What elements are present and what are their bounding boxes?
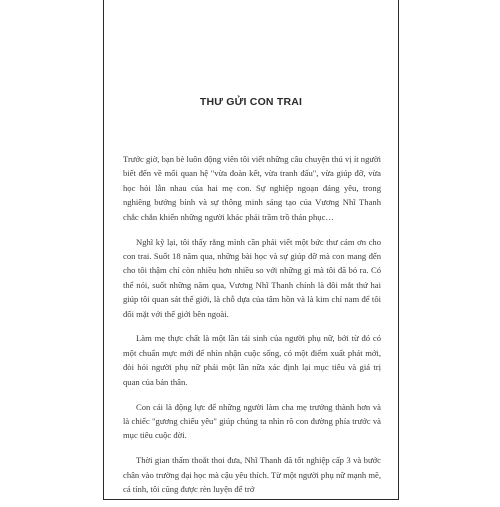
paragraph-2: Nghĩ kỹ lại, tôi thấy rằng mình cần phải viết một bức thư cảm ơn cho con trai. Suốt 18 năm qua, những bài học và sự giúp đỡ mà con mang đến cho tôi thậm chí còn nhiều hơn nhiều so với những gì mà tôi đã bỏ ra. Có thể nói, suốt những năm qua, Vương Nhĩ Thanh chính là đôi mắt thứ hai giúp tôi quan sát thế giới, là chỗ dựa của tâm hồn và là kim chỉ nam để tôi đối mặt với thế giới bên ngoài. — [123, 236, 381, 319]
body-text — [123, 152, 381, 507]
book-page — [103, 0, 399, 500]
paragraph-4: Con cái là động lực để những người làm cha mẹ trưởng thành hơn và là chiếc "gương chiếu yêu" giúp chúng ta nhìn rõ con đường phía trước và mục tiêu cuộc đời. — [123, 401, 381, 441]
paragraph-3: Làm mẹ thực chất là một lần tái sinh của người phụ nữ, bởi từ đó có một chuẩn mực mới để nhìn nhận cuộc sống, có một điểm xuất phát mới, đòi hỏi người phụ nữ phải một lần nữa xác định lại mục tiêu và giá trị quan của bản thân. — [123, 333, 381, 387]
chapter-title: THƯ GỬI CON TRAI — [199, 96, 303, 108]
paragraph-5: Thời gian thấm thoắt thoi đưa, Nhĩ Thanh đã tốt nghiệp cấp 3 và bước chân vào trường đại học mà cậu yêu thích. Từ một người phụ nữ mạnh mẽ, cá tính, tôi cũng được rèn luyện để trở — [123, 455, 381, 495]
paragraph-1: Trước giờ, bạn bè luôn động viên tôi viết những câu chuyện thú vị ít người biết đến về mối quan hệ "vừa đoàn kết, vừa tranh đấu", vừa giúp đỡ, vừa học hỏi lẫn nhau của hai mẹ con. Sự nghiệp ngoạn đáng yêu, trong nghiêng bướng bỉnh và sự thông minh sáng tạo của Vương Nhĩ Thanh chắc chắn khiến những người khác phải trầm trồ thán phục… — [123, 154, 381, 222]
